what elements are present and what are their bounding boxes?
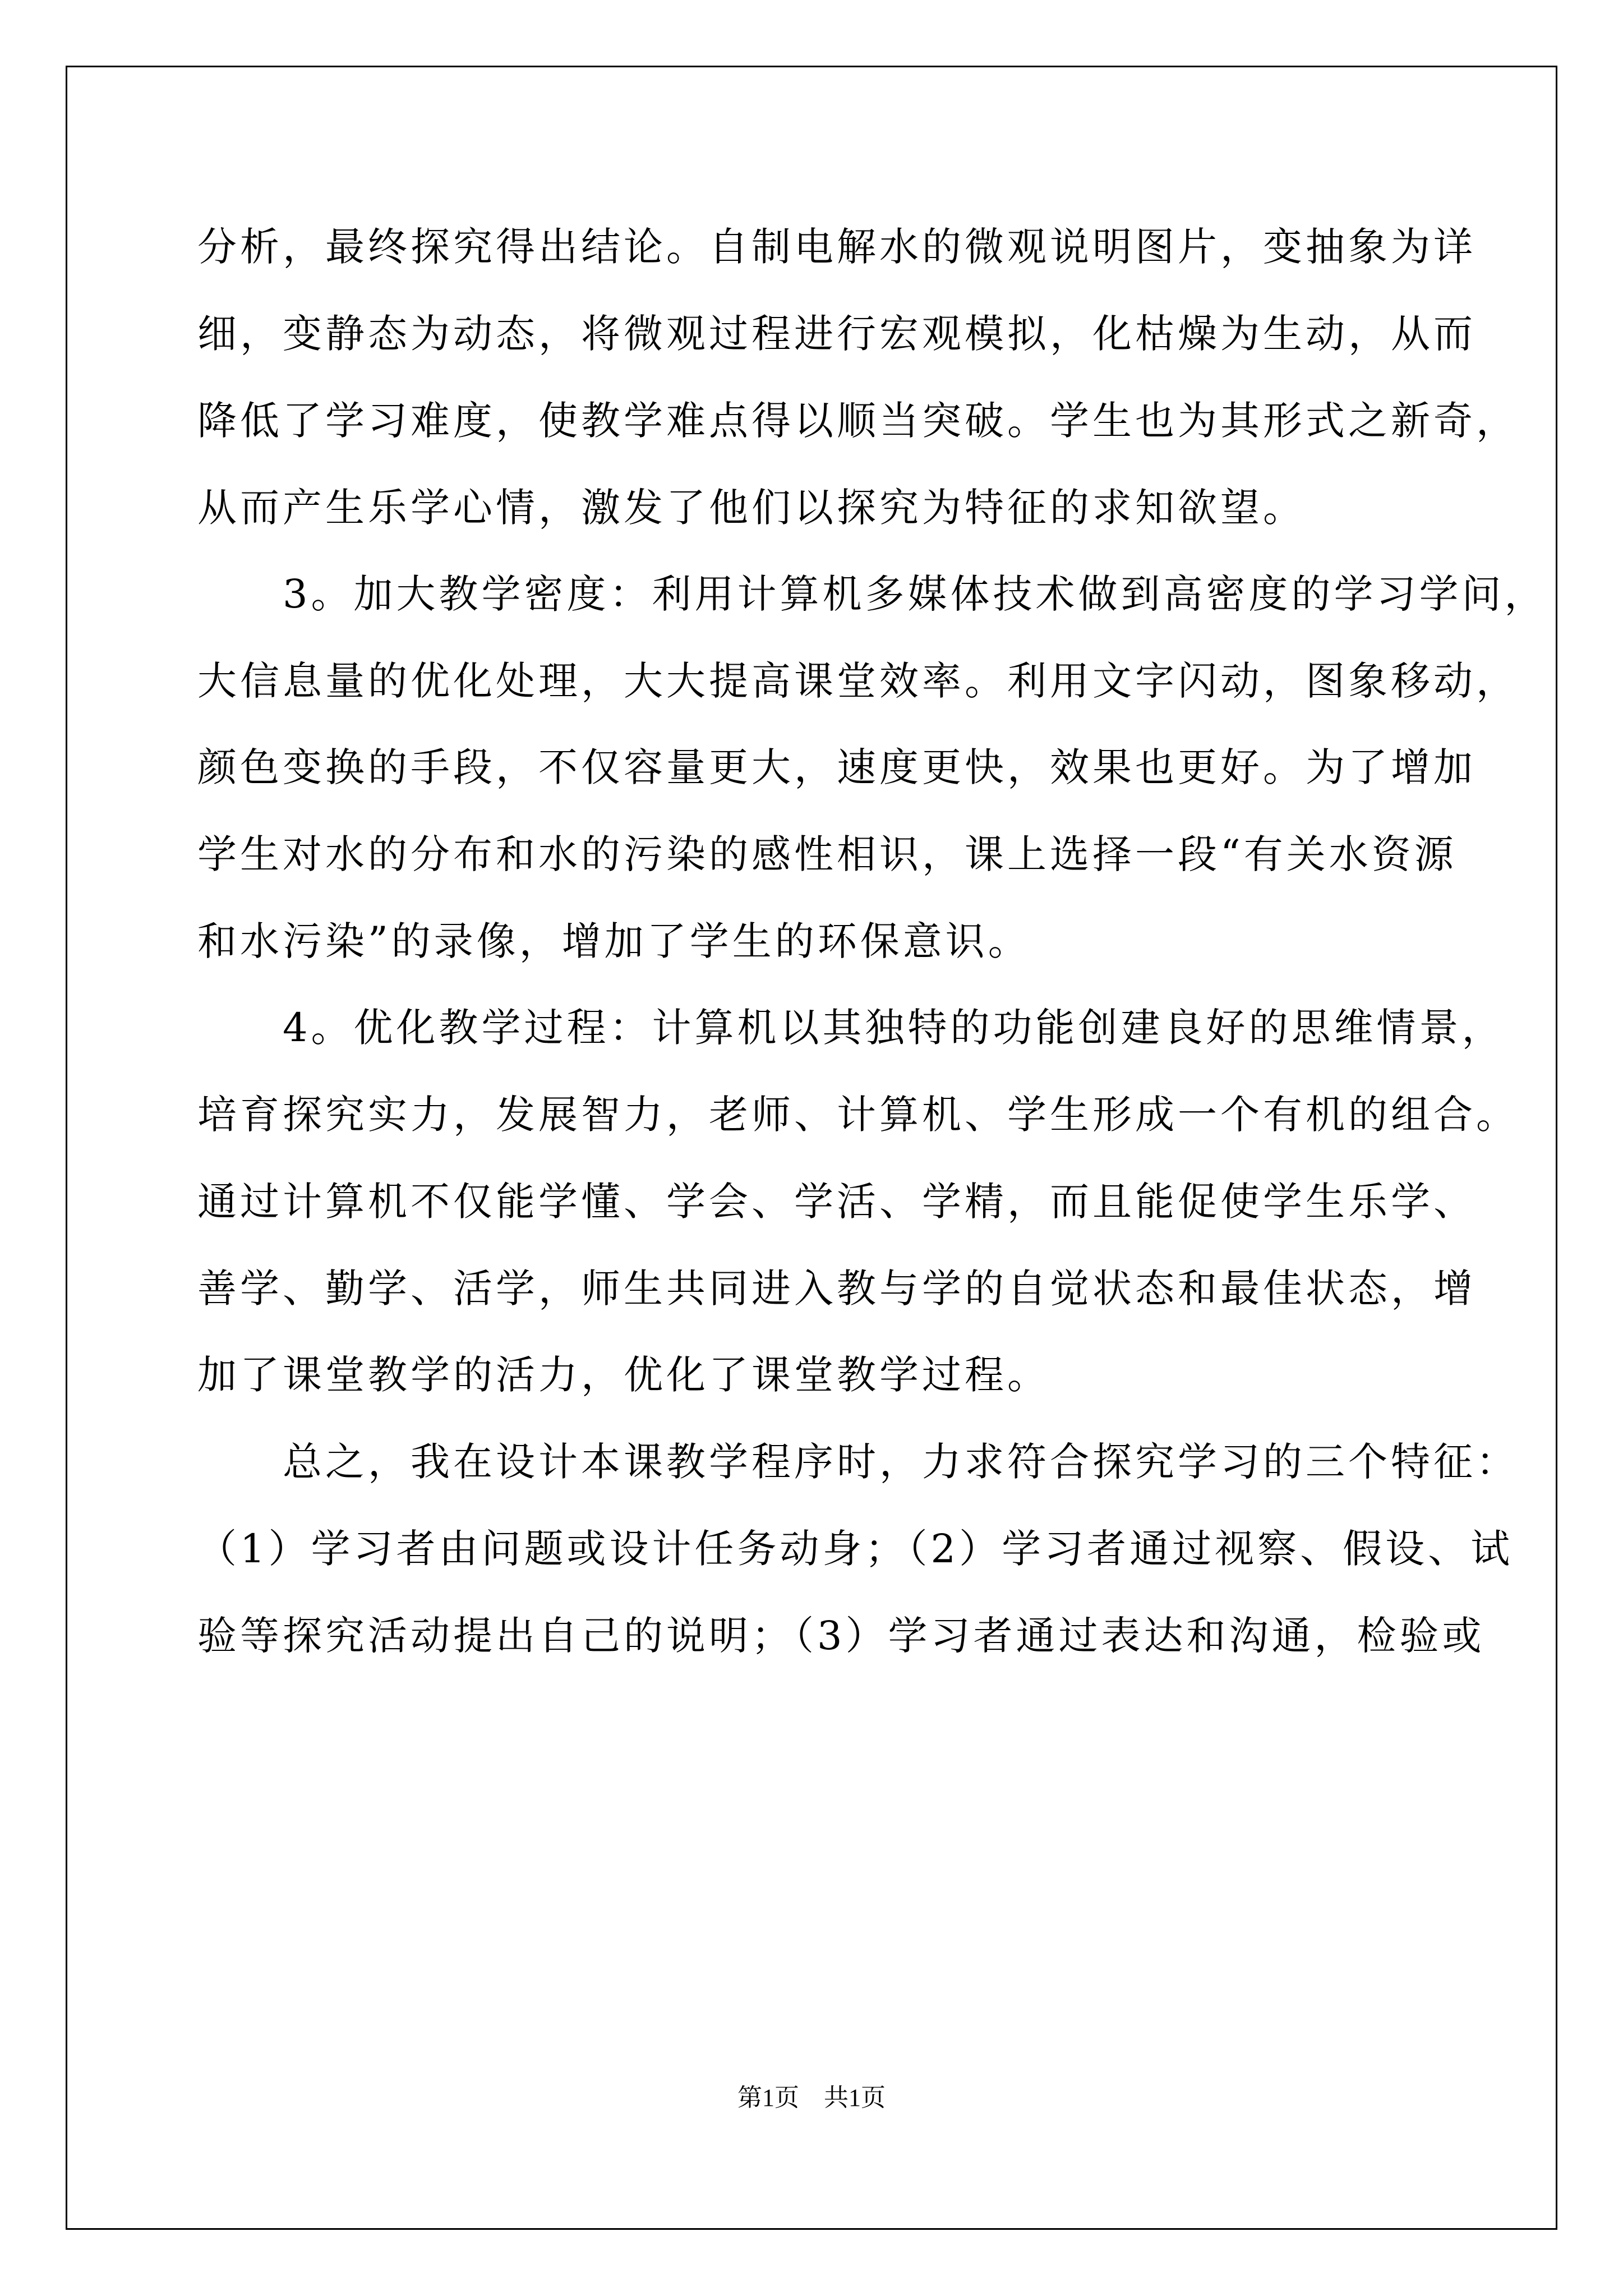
text-line: 细，变静态为动态，将微观过程进行宏观模拟，化枯燥为生动，从而 bbox=[197, 311, 1476, 357]
text-line: 和水污染”的录像，增加了学生的环保意识。 bbox=[197, 918, 1031, 964]
text-line: 通过计算机不仅能学懂、学会、学活、学精，而且能促使学生乐学、 bbox=[197, 1179, 1476, 1225]
text-line: 验等探究活动提出自己的说明；（3）学习者通过表达和沟通，检验或 bbox=[197, 1613, 1485, 1659]
text-line: （1）学习者由问题或设计任务动身；（2）学习者通过视察、假设、试 bbox=[197, 1526, 1514, 1572]
text-line: 培育探究实力，发展智力，老师、计算机、学生形成一个有机的组合。 bbox=[197, 1092, 1519, 1138]
text-line: 学生对水的分布和水的污染的感性相识，课上选择一段“有关水资源 bbox=[197, 831, 1457, 877]
text-line: 颜色变换的手段，不仅容量更大，速度更快，效果也更好。为了增加 bbox=[197, 744, 1476, 790]
page-border bbox=[66, 66, 1557, 2230]
text-line: 加了课堂教学的活力，优化了课堂教学过程。 bbox=[197, 1352, 1050, 1398]
text-line: 从而产生乐学心情，激发了他们以探究为特征的求知欲望。 bbox=[197, 485, 1306, 531]
text-line: 3。加大教学密度：利用计算机多媒体技术做到高密度的学习学问， bbox=[197, 571, 1547, 617]
text-line: 分析，最终探究得出结论。自制电解水的微观说明图片，变抽象为详 bbox=[197, 224, 1476, 270]
text-line: 4。优化教学过程：计算机以其独特的功能创建良好的思维情景， bbox=[197, 1005, 1505, 1051]
page-number-footer: 第1页 共1页 bbox=[737, 2084, 886, 2111]
text-line: 善学、勤学、活学，师生共同进入教与学的自觉状态和最佳状态，增 bbox=[197, 1266, 1476, 1312]
text-line: 大信息量的优化处理，大大提高课堂效率。利用文字闪动，图象移动， bbox=[197, 658, 1519, 704]
text-line: 总之，我在设计本课教学程序时，力求符合探究学习的三个特征： bbox=[197, 1439, 1519, 1485]
text-line: 降低了学习难度，使教学难点得以顺当突破。学生也为其形式之新奇， bbox=[197, 398, 1519, 444]
